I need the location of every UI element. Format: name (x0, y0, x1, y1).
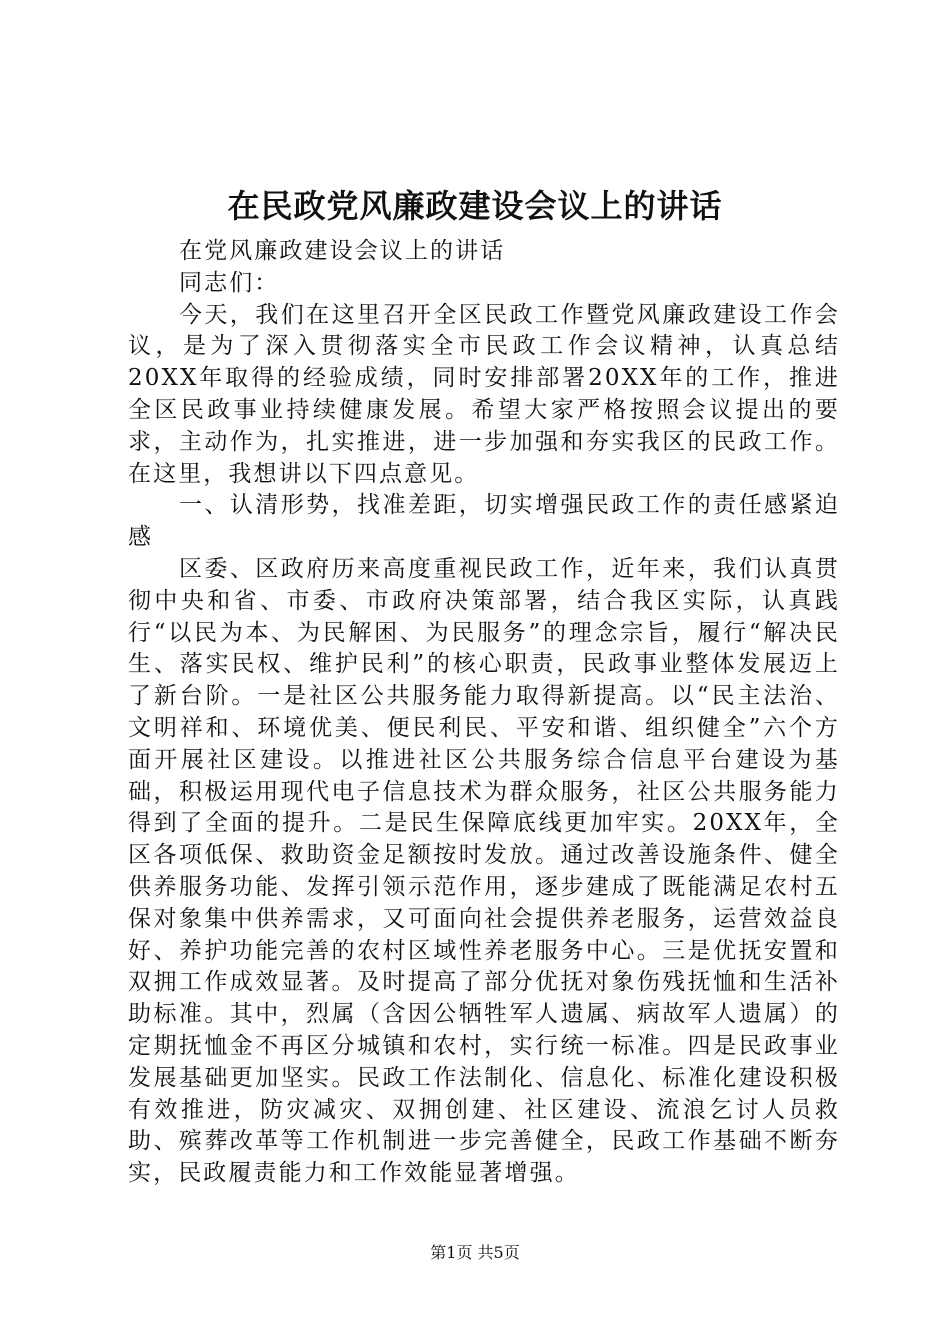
section-heading-1: 一、认清形势，找准差距，切实增强民政工作的责任感紧迫感 (128, 492, 840, 551)
document-title: 在民政党风廉政建设会议上的讲话 (227, 187, 723, 225)
document-body (128, 236, 840, 1190)
page-number-footer: 第1页 共5页 (430, 1243, 520, 1262)
paragraph-intro: 今天，我们在这里召开全区民政工作暨党风廉政建设工作会议，是为了深入贯彻落实全市民政工作会议精神，认真总结20XX年取得的经验成绩，同时安排部署20XX年的工作，推进全区民政事业持续健康发展。希望大家严格按照会议提出的要求，主动作为，扎实推进，进一步加强和夯实我区的民政工作。在这里，我想讲以下四点意见。 (128, 301, 840, 487)
paragraph-section-1: 区委、区政府历来高度重视民政工作，近年来，我们认真贯彻中央和省、市委、市政府决策部署，结合我区实际，认真践行“以民为本、为民解困、为民服务”的理念宗旨，履行“解决民生、落实民权、维护民利”的核心职责，民政事业整体发展迈上了新台阶。一是社区公共服务能力取得新提高。以“民主法治、文明祥和、环境优美、便民利民、平安和谐、组织健全”六个方面开展社区建设。以推进社区公共服务综合信息平台建设为基础，积极运用现代电子信息技术为群众服务，社区公共服务能力得到了全面的提升。二是民生保障底线更加牢实。20XX年，全区各项低保、救助资金足额按时发放。通过改善设施条件、健全供养服务功能、发挥引领示范作用，逐步建成了既能满足农村五保对象集中供养需求，又可面向社会提供养老服务，运营效益良好、养护功能完善的农村区域性养老服务中心。三是优抚安置和双拥工作成效显著。及时提高了部分优抚对象伤残抚恤和生活补助标准。其中，烈属（含因公牺牲军人遗属、病故军人遗属）的定期抚恤金不再区分城镇和农村，实行统一标准。四是民政事业发展基础更加坚实。民政工作法制化、信息化、标准化建设积极有效推进，防灾减灾、双拥创建、社区建设、流浪乞讨人员救助、殡葬改革等工作机制进一步完善健全，民政工作基础不断夯实，民政履责能力和工作效能显著增强。 (128, 555, 840, 1187)
paragraph-salutation: 同志们： (179, 269, 280, 296)
paragraph-subtitle: 在党风廉政建设会议上的讲话 (179, 238, 506, 264)
